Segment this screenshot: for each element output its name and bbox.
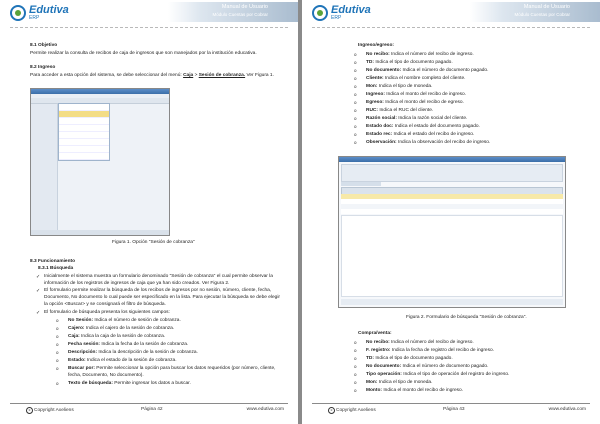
field-buscar-por-cont: fecha, Documento, No documento). (68, 373, 144, 378)
caja-dropdown-menu (58, 103, 110, 161)
section-title-busqueda: 8.3.1 Búsqueda (38, 266, 74, 271)
ingreso-body (30, 73, 274, 79)
ie-no-recibo: o No recibo: Indica el número del recibo de ingreso. (366, 52, 474, 58)
figure-1-screenshot (30, 88, 170, 236)
footer-copyright: c Copyright Axeliens (26, 407, 74, 414)
paragraph-1-line-2: información de los registros de ingresos de caja que ya han sido creados. Ver Figura 2. (44, 281, 230, 286)
ie-cliente: o Cliente: Indica el nombre completo del cliente. (366, 76, 465, 82)
field-buscar-por: o Buscar por: Permite seleccionar la opción para buscar los datos requeridos (por número, cliente, (68, 366, 275, 372)
footer-copyright: c Copyright Axeliens (328, 407, 376, 414)
footer-website: www.edutiva.com (246, 407, 284, 412)
ie-ruc: o RUC: Indica el RUC del cliente. (366, 108, 433, 114)
paragraph-2-line-2: Documento, No documento lo cual puede ser especificado en la lista. Para ejecutar la búsqueda se debe elegir (44, 295, 280, 300)
page-header (0, 0, 298, 26)
ie-td: o TD: Indica el tipo de documento pagado. (366, 60, 453, 66)
logo-product: ERP (29, 15, 40, 21)
paragraph-2-line-3: la opción <Buscar> y se consignará el filtro de búsqueda. (44, 302, 166, 307)
footer-page-number: Página 42 (141, 407, 163, 412)
ingreso-egreso-title: Ingreso/egreso: (358, 43, 394, 48)
cv-td: o TD: Indica el tipo de documento pagado. (366, 356, 453, 362)
header-divider (312, 27, 590, 28)
ingreso-body-post: Ver Figura 1. (246, 73, 274, 78)
section-title-funcionamiento: 8.3 Funcionamiento (30, 259, 76, 264)
copyright-icon: c (26, 407, 33, 414)
cv-mon: o Mon: Indica el tipo de moneda. (366, 380, 432, 386)
ie-observacion: o Observación: Indica la observación del recibo de ingreso. (366, 140, 490, 146)
ie-no-documento: o No documento: Indica el número de documento pagado. (366, 68, 488, 74)
section-title-ingreso: 8.2 Ingreso (30, 65, 56, 70)
ingreso-body-pre: Para acceder a esta opción del sistema, se debe seleccionar del menú: (30, 73, 182, 78)
cv-no-documento: o No documento: Indica el número de documento pagado. (366, 364, 488, 370)
copyright-icon: c (328, 407, 335, 414)
manual-page-left (0, 0, 298, 424)
globe-icon (10, 5, 26, 21)
manual-page-right (302, 0, 600, 424)
footer-divider (10, 403, 288, 404)
window-titlebar (339, 157, 565, 162)
cv-f-registro: o F. registro: Indica la fecha de registro del recibo de ingreso. (366, 348, 494, 354)
grid-row (341, 209, 563, 214)
figure-2-screenshot (338, 156, 566, 308)
field-caja: o Caja: Indica la caja de la sesión de cobranza. (68, 334, 165, 340)
grid-empty-area (341, 215, 563, 297)
field-no-sesion: o No Sesión: Indica el número de sesión de cobranza. (68, 318, 181, 324)
ribbon-subtitle: Módulo Cuentas por Cobrar (514, 12, 570, 17)
header-ribbon (470, 2, 600, 22)
cv-no-recibo: o No recibo: Indica el número del recibo de ingreso. (366, 340, 474, 346)
search-bar (341, 299, 563, 305)
logo-product: ERP (331, 15, 342, 21)
figure-2-caption: Figura 2. Formulario de búsqueda "Sesión de cobranza". (406, 315, 527, 320)
ie-mon: o Mon: Indica el tipo de moneda. (366, 84, 432, 90)
cv-monto: o Monto: Indica el monto del recibo de ingreso. (366, 388, 463, 394)
results-tabs (341, 182, 381, 186)
header-divider (10, 27, 288, 28)
menu-path-caja: Caja (183, 73, 194, 78)
field-descripcion: o Descripción: Indica la descripción de la sesión de cobranza. (68, 350, 198, 356)
field-texto-busqueda: o Texto de búsqueda: Permite ingresar los datos a buscar. (68, 381, 191, 387)
section-title-objetivo: 8.1 Objetivo (30, 43, 58, 48)
globe-icon (312, 5, 328, 21)
field-fecha-sesion: o Fecha sesión: Indica la fecha de la sesión de cobranza. (68, 342, 188, 348)
ie-ingreso: o Ingreso: Indica el monto del recibo de ingreso. (366, 92, 466, 98)
figure-1-caption: Figura 1. Opción "Sesión de cobranza" (112, 240, 195, 245)
ribbon-subtitle: Módulo Cuentas por Cobrar (212, 12, 268, 17)
cv-tipo-operacion: o Tipo operación: Indica el tipo de operación del registro de ingreso. (366, 372, 509, 378)
objetivo-body: Permite realizar la consulta de recibos de caja de ingresos que son manejados por la institución educativa. (30, 51, 257, 56)
footer-page-number: Página 43 (443, 407, 465, 412)
window-statusbar (31, 230, 169, 235)
logo-brand: Edutiva (29, 4, 69, 16)
ie-estado-doc: o Estado doc: Indica el estado del documento pagado. (366, 124, 480, 130)
field-cajero: o Cajero: Indica el cajero de la sesión de cobranza. (68, 326, 174, 332)
field-estado: o Estado: Indica el estado de la sesión de cobranza. (68, 358, 177, 364)
ie-egreso: o Egreso: Indica el monto del recibo de egreso. (366, 100, 464, 106)
compra-venta-title: Compra/venta: (358, 331, 392, 336)
logo-brand: Edutiva (331, 4, 371, 16)
menu-path-sesion: Sesión de cobranza. (198, 73, 246, 78)
ribbon-title: Manual de Usuario (221, 4, 268, 10)
page-header (302, 0, 600, 26)
menu-path-separator: > (194, 73, 198, 78)
paragraph-3: ✓ El formulario de búsqueda presenta los siguientes campos: (44, 310, 170, 316)
ie-razon-social: o Razón social: Indica la razón social del cliente. (366, 116, 467, 122)
ie-estado-rec: o Estado rec: Indica el estado del recibo de ingreso. (366, 132, 474, 138)
paragraph-2-line-1: ✓ El formulario permite realizar la búsqueda de los recibos de ingresos por no sesión, número, cliente, fecha, (44, 288, 271, 294)
header-ribbon (168, 2, 298, 22)
ribbon-title: Manual de Usuario (523, 4, 570, 10)
footer-website: www.edutiva.com (548, 407, 586, 412)
paragraph-1-line-1: ✓ Inicialmente el sistema muestra un formulario denominado "Sesión de cobranza" el cual permite observar la (44, 274, 273, 280)
search-filter-panel (341, 164, 563, 182)
footer-divider (312, 403, 590, 404)
